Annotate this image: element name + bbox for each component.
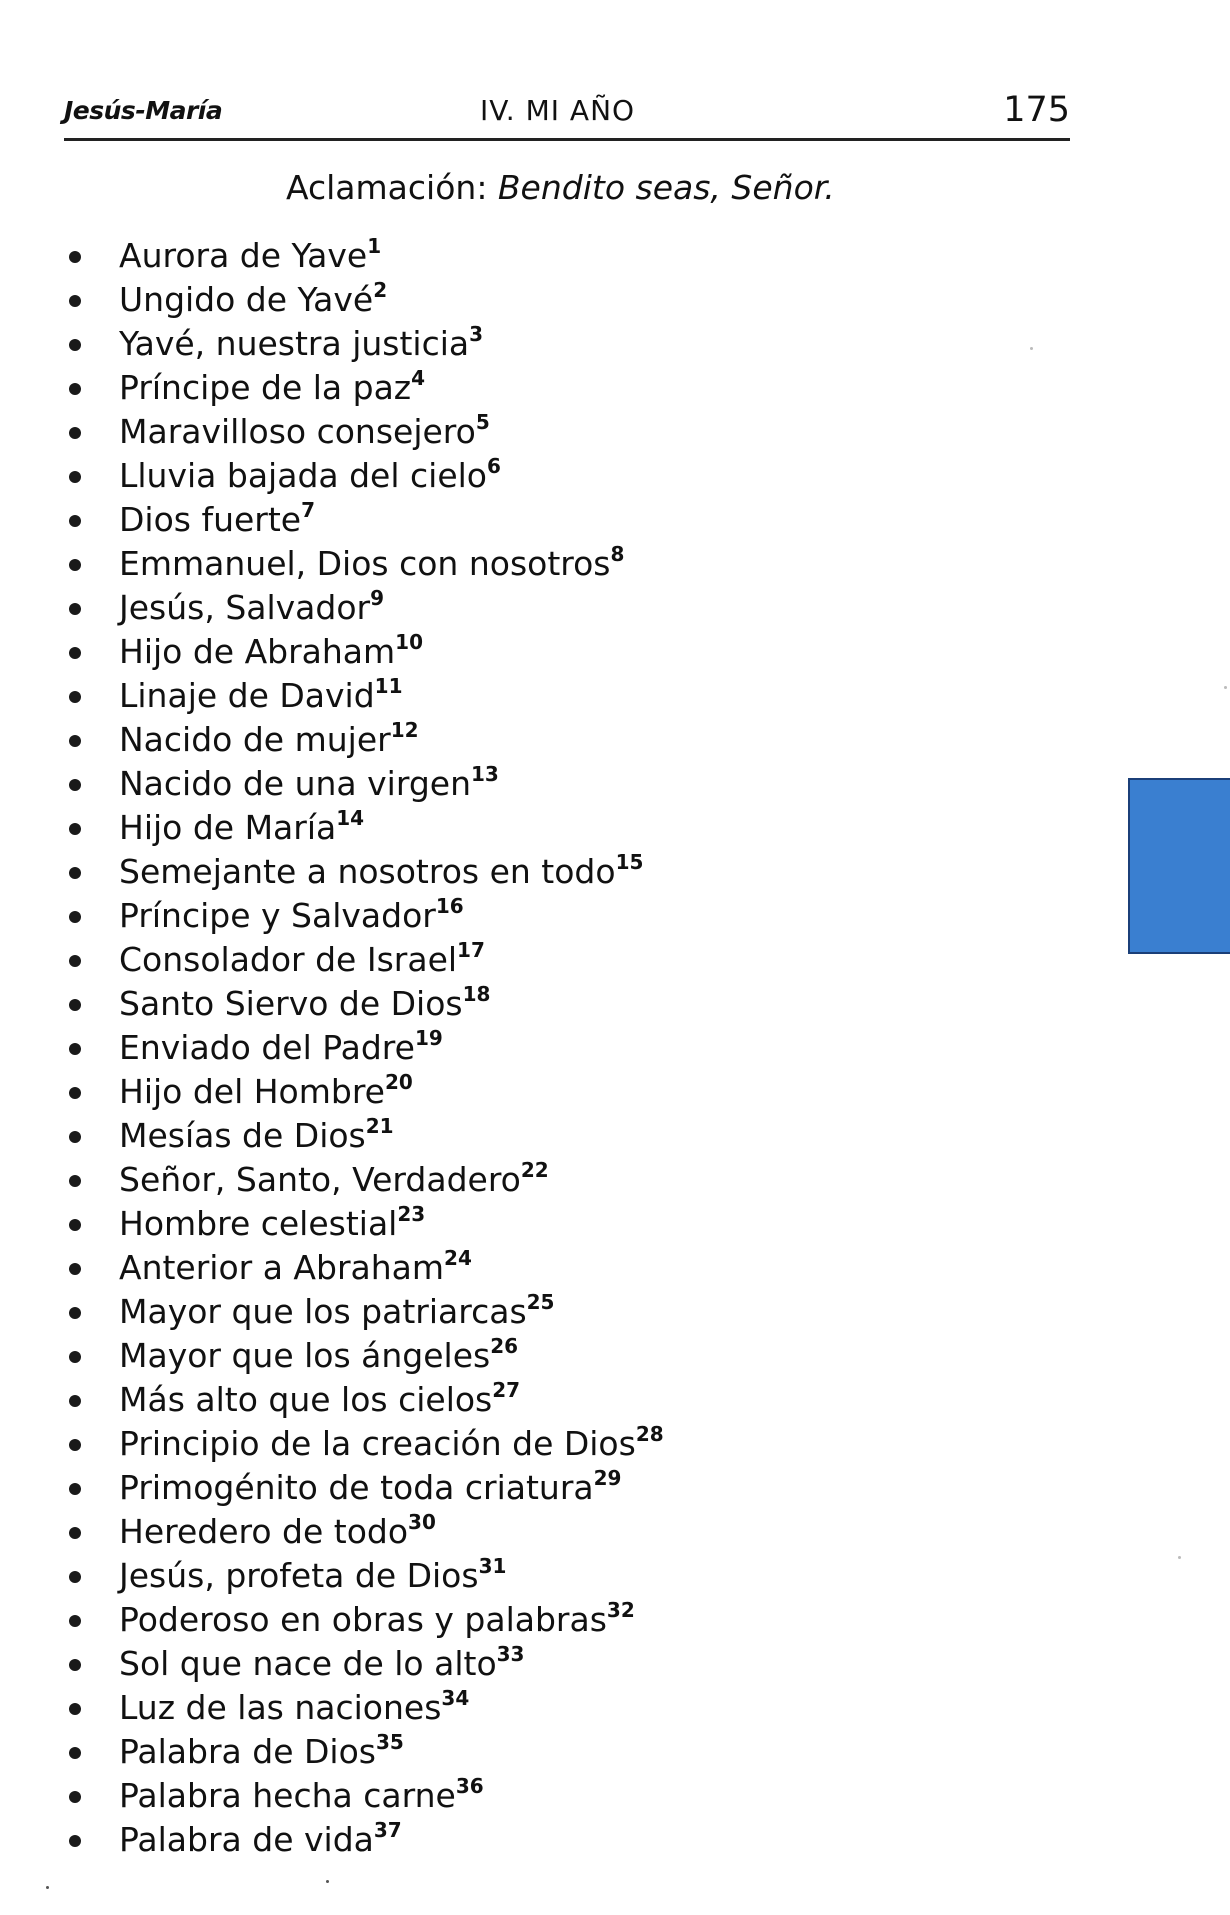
litany-title: Principio de la creación de Dios (119, 1424, 636, 1463)
litany-item (64, 674, 964, 718)
litany-item-text (119, 894, 464, 938)
bullet-icon (69, 1175, 81, 1187)
litany-item (64, 1466, 964, 1510)
bullet-icon (69, 1791, 81, 1803)
bullet-icon (69, 1219, 81, 1231)
litany-item-text (119, 1378, 520, 1422)
litany-item (64, 1510, 964, 1554)
footnote-marker: 1 (367, 234, 382, 258)
bullet-icon (69, 647, 81, 659)
acclamation-line (286, 168, 835, 207)
litany-item-text (119, 1290, 554, 1334)
litany-title: Nacido de mujer (119, 720, 391, 759)
scan-speck (326, 1880, 329, 1883)
litany-item-text (119, 542, 624, 586)
litany-title: Enviado del Padre (119, 1028, 415, 1067)
footnote-marker: 31 (478, 1554, 507, 1578)
litany-title: Hijo de Abraham (119, 632, 396, 671)
footnote-marker: 4 (411, 366, 426, 390)
footnote-marker: 17 (457, 938, 485, 962)
litany-title: Primogénito de toda criatura (119, 1468, 594, 1507)
litany-item-text (119, 410, 490, 454)
bullet-icon (69, 251, 81, 263)
litany-title: Palabra hecha carne (119, 1776, 456, 1815)
litany-item (64, 1422, 964, 1466)
footnote-marker: 28 (635, 1422, 664, 1446)
litany-item-text (119, 1642, 524, 1686)
litany-item (64, 278, 964, 322)
bullet-icon (69, 867, 81, 879)
bullet-icon (69, 603, 81, 615)
litany-title: Palabra de vida (119, 1820, 374, 1859)
bullet-icon (69, 1703, 81, 1715)
footnote-marker: 7 (301, 498, 316, 522)
footnote-marker: 22 (520, 1158, 549, 1182)
bullet-icon (69, 1571, 81, 1583)
footnote-marker: 14 (336, 806, 365, 830)
litany-item (64, 586, 964, 630)
litany-item-text (119, 234, 381, 278)
page-number: 175 (1003, 90, 1070, 130)
footnote-marker: 25 (526, 1290, 555, 1314)
litany-item-text (119, 278, 387, 322)
bullet-icon (69, 339, 81, 351)
litany-item (64, 1818, 964, 1862)
bullet-icon (69, 515, 81, 527)
litany-item (64, 1334, 964, 1378)
bullet-icon (69, 1747, 81, 1759)
footnote-marker: 20 (384, 1070, 413, 1094)
litany-item-text (119, 1466, 621, 1510)
litany-item (64, 1158, 964, 1202)
footnote-marker: 37 (373, 1818, 402, 1842)
litany-item-text (119, 1730, 404, 1774)
litany-item-text (119, 718, 419, 762)
litany-item (64, 366, 964, 410)
bullet-icon (69, 1835, 81, 1847)
litany-list (64, 234, 964, 1862)
footnote-marker: 26 (490, 1334, 519, 1358)
litany-item (64, 1246, 964, 1290)
footnote-marker: 10 (395, 630, 424, 654)
footnote-marker: 11 (374, 674, 403, 698)
litany-item (64, 894, 964, 938)
footnote-marker: 15 (615, 850, 644, 874)
litany-title: Mesías de Dios (119, 1116, 366, 1155)
footnote-marker: 33 (496, 1642, 525, 1666)
bullet-icon (69, 779, 81, 791)
litany-title: Consolador de Israel (119, 940, 458, 979)
litany-title: Poderoso en obras y palabras (119, 1600, 607, 1639)
bullet-icon (69, 999, 81, 1011)
footnote-marker: 32 (606, 1598, 635, 1622)
bullet-icon (69, 1527, 81, 1539)
bullet-icon (69, 691, 81, 703)
litany-item-text (119, 982, 490, 1026)
litany-item-text (119, 1598, 635, 1642)
footnote-marker: 29 (593, 1466, 622, 1490)
bullet-icon (69, 1307, 81, 1319)
litany-item (64, 1774, 964, 1818)
litany-item-text (119, 762, 499, 806)
footnote-marker: 34 (441, 1686, 470, 1710)
footnote-marker: 5 (475, 410, 490, 434)
bullet-icon (69, 911, 81, 923)
litany-item (64, 718, 964, 762)
litany-item-text (119, 1554, 506, 1598)
blue-thumb-tab (1128, 778, 1230, 954)
bullet-icon (69, 1043, 81, 1055)
bullet-icon (69, 1483, 81, 1495)
litany-title: Mayor que los ángeles (119, 1336, 491, 1375)
footnote-marker: 24 (444, 1246, 472, 1270)
footnote-marker: 27 (492, 1378, 521, 1402)
litany-title: Señor, Santo, Verdadero (119, 1160, 521, 1199)
litany-item-text (119, 674, 403, 718)
litany-item (64, 1070, 964, 1114)
litany-item-text (119, 1818, 402, 1862)
litany-item (64, 1686, 964, 1730)
bullet-icon (69, 823, 81, 835)
litany-item-text (119, 366, 425, 410)
scan-speck (1224, 686, 1227, 689)
footnote-marker: 36 (455, 1774, 484, 1798)
litany-title: Heredero de todo (119, 1512, 409, 1551)
litany-item-text (119, 454, 501, 498)
litany-title: Hijo de María (119, 808, 337, 847)
bullet-icon (69, 471, 81, 483)
bullet-icon (69, 1659, 81, 1671)
litany-item-text (119, 1686, 469, 1730)
litany-title: Jesús, Salvador (119, 588, 371, 627)
litany-item (64, 234, 964, 278)
litany-title: Príncipe y Salvador (119, 896, 436, 935)
litany-item-text (119, 586, 384, 630)
litany-title: Yavé, nuestra justicia (119, 324, 470, 363)
litany-title: Linaje de David (119, 676, 375, 715)
litany-item (64, 1114, 964, 1158)
litany-item (64, 1642, 964, 1686)
litany-item (64, 1554, 964, 1598)
litany-item-text (119, 1026, 443, 1070)
litany-item (64, 498, 964, 542)
litany-item-text (119, 1510, 436, 1554)
footnote-marker: 18 (462, 982, 491, 1006)
litany-title: Aurora de Yave (119, 236, 368, 275)
litany-item-text (119, 806, 364, 850)
bullet-icon (69, 383, 81, 395)
footnote-marker: 12 (390, 718, 419, 742)
litany-title: Anterior a Abraham (119, 1248, 445, 1287)
scan-speck (1030, 347, 1033, 350)
bullet-icon (69, 1395, 81, 1407)
litany-item-text (119, 850, 643, 894)
bullet-icon (69, 427, 81, 439)
litany-item (64, 1730, 964, 1774)
litany-item (64, 1026, 964, 1070)
bullet-icon (69, 1263, 81, 1275)
bullet-icon (69, 955, 81, 967)
litany-item (64, 410, 964, 454)
footnote-marker: 35 (375, 1730, 404, 1754)
litany-item (64, 806, 964, 850)
footnote-marker: 16 (435, 894, 464, 918)
litany-item (64, 850, 964, 894)
litany-title: Sol que nace de lo alto (119, 1644, 497, 1683)
acclamation-response: Bendito seas, Señor. (497, 168, 835, 207)
footnote-marker: 13 (470, 762, 499, 786)
litany-item-text (119, 1334, 518, 1378)
litany-title: Dios fuerte (119, 500, 302, 539)
litany-item (64, 1290, 964, 1334)
litany-item (64, 762, 964, 806)
litany-item-text (119, 1158, 549, 1202)
footnote-marker: 8 (610, 542, 625, 566)
litany-item (64, 542, 964, 586)
litany-item-text (119, 1114, 394, 1158)
litany-title: Hijo del Hombre (119, 1072, 385, 1111)
litany-item (64, 1598, 964, 1642)
litany-title: Nacido de una virgen (119, 764, 471, 803)
acclamation-label: Aclamación: (286, 168, 498, 207)
litany-item (64, 1202, 964, 1246)
footnote-marker: 23 (397, 1202, 426, 1226)
litany-title: Hombre celestial (119, 1204, 398, 1243)
litany-title: Príncipe de la paz (119, 368, 412, 407)
scan-speck (1178, 1556, 1181, 1559)
litany-title: Palabra de Dios (119, 1732, 376, 1771)
bullet-icon (69, 1131, 81, 1143)
footnote-marker: 2 (373, 278, 388, 302)
litany-title: Luz de las naciones (119, 1688, 442, 1727)
litany-title: Santo Siervo de Dios (119, 984, 463, 1023)
footnote-marker: 6 (486, 454, 501, 478)
footnote-marker: 21 (365, 1114, 394, 1138)
litany-title: Más alto que los cielos (119, 1380, 493, 1419)
bullet-icon (69, 1439, 81, 1451)
bullet-icon (69, 735, 81, 747)
litany-item (64, 322, 964, 366)
litany-item (64, 938, 964, 982)
litany-item-text (119, 498, 315, 542)
scan-speck (46, 1886, 49, 1889)
bullet-icon (69, 1087, 81, 1099)
litany-title: Mayor que los patriarcas (119, 1292, 527, 1331)
footnote-marker: 30 (408, 1510, 436, 1534)
bullet-icon (69, 1351, 81, 1363)
litany-item (64, 982, 964, 1026)
running-header (64, 92, 1070, 141)
litany-title: Emmanuel, Dios con nosotros (119, 544, 611, 583)
litany-title: Maravilloso consejero (119, 412, 476, 451)
litany-title: Ungido de Yavé (119, 280, 374, 319)
litany-item (64, 630, 964, 674)
running-title: Jesús-María (64, 96, 223, 125)
footnote-marker: 19 (414, 1026, 443, 1050)
litany-item-text (119, 322, 483, 366)
bullet-icon (69, 1615, 81, 1627)
litany-item (64, 1378, 964, 1422)
litany-item-text (119, 1202, 425, 1246)
litany-item-text (119, 1422, 664, 1466)
litany-item (64, 454, 964, 498)
footnote-marker: 9 (370, 586, 385, 610)
litany-item-text (119, 1070, 413, 1114)
litany-item-text (119, 938, 485, 982)
footnote-marker: 3 (469, 322, 484, 346)
litany-item-text (119, 1774, 484, 1818)
bullet-icon (69, 295, 81, 307)
litany-title: Lluvia bajada del cielo (119, 456, 487, 495)
section-title: IV. MI AÑO (480, 94, 636, 127)
bullet-icon (69, 559, 81, 571)
litany-item-text (119, 1246, 472, 1290)
litany-item-text (119, 630, 423, 674)
litany-title: Semejante a nosotros en todo (119, 852, 616, 891)
litany-title: Jesús, profeta de Dios (119, 1556, 479, 1595)
